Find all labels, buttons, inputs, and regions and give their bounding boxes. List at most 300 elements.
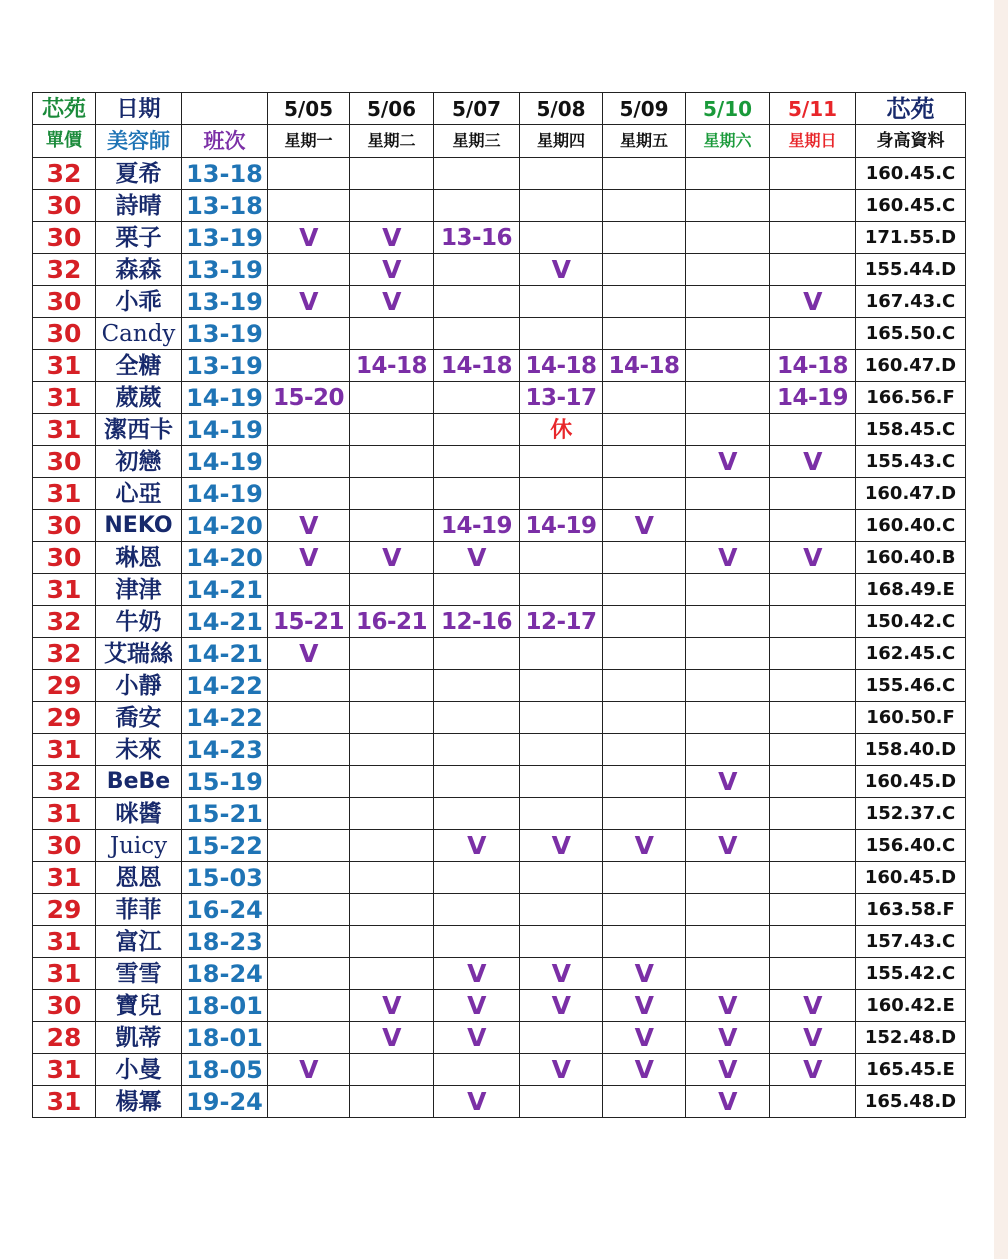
day-cell [520,542,603,574]
weekday-header: 星期五 [603,125,686,158]
day-cell: 15-21 [268,606,350,638]
unit-price: 29 [33,894,96,926]
height-data: 155.46.C [856,670,966,702]
beautician-name: 小靜 [96,670,182,702]
unit-price: 31 [33,798,96,830]
date-label: 日期 [96,93,182,125]
day-cell [686,190,770,222]
day-cell [268,574,350,606]
shift-label: 班次 [182,125,268,158]
day-cell [268,894,350,926]
table-row [33,446,966,478]
day-cell: V [268,638,350,670]
beautician-name: 葳葳 [96,382,182,414]
day-cell [686,254,770,286]
day-cell [686,414,770,446]
day-cell: 13-16 [434,222,520,254]
day-cell: V [268,542,350,574]
unit-price: 32 [33,254,96,286]
shift-time: 14-19 [182,446,268,478]
day-cell: V [434,542,520,574]
day-cell [520,478,603,510]
day-cell [520,894,603,926]
day-cell [520,1086,603,1118]
shift-time: 13-18 [182,158,268,190]
beautician-name: 牛奶 [96,606,182,638]
beautician-name: 初戀 [96,446,182,478]
day-cell [268,766,350,798]
unit-price: 30 [33,990,96,1022]
day-cell [350,414,434,446]
day-cell: V [770,1022,856,1054]
shift-time: 13-19 [182,254,268,286]
unit-price-label: 單價 [33,125,96,158]
header-blank [182,93,268,125]
day-cell [268,734,350,766]
day-cell [268,958,350,990]
beautician-label: 美容師 [96,125,182,158]
day-cell [434,798,520,830]
day-cell [603,222,686,254]
day-cell [520,574,603,606]
day-cell [434,574,520,606]
day-cell: V [686,1022,770,1054]
day-cell [268,670,350,702]
beautician-name: 森森 [96,254,182,286]
day-cell [520,926,603,958]
day-cell [770,958,856,990]
table-row [33,606,966,638]
day-cell: V [350,254,434,286]
unit-price: 30 [33,318,96,350]
day-cell [434,894,520,926]
day-cell [770,222,856,254]
date-header: 5/05 [268,93,350,125]
shift-time: 18-24 [182,958,268,990]
shift-time: 14-22 [182,702,268,734]
table-row [33,1022,966,1054]
table-row [33,254,966,286]
day-cell [770,670,856,702]
day-cell: V [603,958,686,990]
day-cell [268,158,350,190]
day-cell [603,478,686,510]
shift-time: 15-21 [182,798,268,830]
day-cell: V [686,766,770,798]
day-cell [603,926,686,958]
day-cell [350,478,434,510]
table-row [33,958,966,990]
day-cell [350,926,434,958]
beautician-name: 夏希 [96,158,182,190]
shift-time: 14-19 [182,414,268,446]
height-data: 165.50.C [856,318,966,350]
day-cell [268,1022,350,1054]
unit-price: 32 [33,638,96,670]
table-row [33,894,966,926]
table-row [33,414,966,446]
day-cell: V [434,990,520,1022]
day-cell [350,766,434,798]
shift-time: 14-20 [182,542,268,574]
table-row [33,318,966,350]
day-cell [520,766,603,798]
unit-price: 29 [33,670,96,702]
day-cell [434,702,520,734]
date-header: 5/09 [603,93,686,125]
height-data: 152.48.D [856,1022,966,1054]
unit-price: 30 [33,510,96,542]
day-cell [350,862,434,894]
unit-price: 30 [33,190,96,222]
table-row [33,830,966,862]
day-cell [268,798,350,830]
unit-price: 30 [33,286,96,318]
day-cell [350,702,434,734]
table-row [33,478,966,510]
beautician-name: 喬安 [96,702,182,734]
schedule-table [32,92,966,1118]
shift-time: 13-19 [182,318,268,350]
day-cell [770,510,856,542]
unit-price: 30 [33,542,96,574]
day-cell: V [686,542,770,574]
day-cell [268,862,350,894]
day-cell [434,766,520,798]
day-cell [770,894,856,926]
height-data: 160.40.C [856,510,966,542]
day-cell: 12-17 [520,606,603,638]
day-cell [770,862,856,894]
shift-time: 14-21 [182,574,268,606]
table-row [33,158,966,190]
day-cell [603,1086,686,1118]
beautician-name: 咪醬 [96,798,182,830]
day-cell [520,702,603,734]
day-cell [520,318,603,350]
day-cell [520,862,603,894]
header-row-dates [33,93,966,125]
day-cell [434,734,520,766]
day-cell [770,638,856,670]
beautician-name: BeBe [96,766,182,798]
day-cell [770,318,856,350]
day-cell [770,702,856,734]
day-cell [686,478,770,510]
day-cell [686,574,770,606]
day-cell [350,894,434,926]
day-cell [603,734,686,766]
day-cell: V [268,1054,350,1086]
day-cell [520,190,603,222]
day-cell [686,702,770,734]
beautician-name: 潔西卡 [96,414,182,446]
day-cell [603,862,686,894]
shift-time: 14-20 [182,510,268,542]
height-data: 158.40.D [856,734,966,766]
day-cell [520,286,603,318]
unit-price: 32 [33,606,96,638]
day-cell [434,1054,520,1086]
weekday-header: 星期四 [520,125,603,158]
day-cell [268,446,350,478]
day-cell [603,670,686,702]
beautician-name: 楊冪 [96,1086,182,1118]
date-header-sunday: 5/11 [770,93,856,125]
day-cell [350,1054,434,1086]
day-cell [350,158,434,190]
beautician-name: 津津 [96,574,182,606]
weekday-header-sunday: 星期日 [770,125,856,158]
day-cell: V [434,1022,520,1054]
day-cell: V [520,990,603,1022]
day-cell [350,1086,434,1118]
day-cell [350,958,434,990]
table-row [33,542,966,574]
height-data: 156.40.C [856,830,966,862]
date-header: 5/06 [350,93,434,125]
day-cell [603,446,686,478]
shift-time: 14-21 [182,638,268,670]
day-cell [268,190,350,222]
unit-price: 31 [33,1054,96,1086]
height-data: 160.45.C [856,190,966,222]
height-data: 167.43.C [856,286,966,318]
day-cell [603,414,686,446]
day-cell [686,158,770,190]
day-cell: V [520,254,603,286]
day-cell [434,862,520,894]
table-row [33,862,966,894]
beautician-name: Juicy [96,830,182,862]
beautician-name: 艾瑞絲 [96,638,182,670]
day-cell [603,542,686,574]
day-cell: V [686,446,770,478]
day-cell [520,670,603,702]
shift-time: 14-21 [182,606,268,638]
day-cell: V [350,990,434,1022]
brand-right: 芯苑 [856,93,966,125]
day-cell: 14-18 [770,350,856,382]
shift-time: 18-23 [182,926,268,958]
day-cell: V [520,830,603,862]
shift-time: 16-24 [182,894,268,926]
day-cell: V [268,510,350,542]
day-cell: V [603,510,686,542]
table-row [33,1054,966,1086]
beautician-name: 詩晴 [96,190,182,222]
shift-time: 14-19 [182,382,268,414]
shift-time: 18-05 [182,1054,268,1086]
day-cell: 14-18 [520,350,603,382]
day-cell [686,958,770,990]
unit-price: 32 [33,158,96,190]
table-row [33,990,966,1022]
day-cell [770,414,856,446]
beautician-name: 小乖 [96,286,182,318]
beautician-name: 小曼 [96,1054,182,1086]
unit-price: 31 [33,382,96,414]
day-cell: V [350,286,434,318]
day-cell [268,414,350,446]
table-row [33,382,966,414]
shift-time: 14-23 [182,734,268,766]
height-data: 160.47.D [856,350,966,382]
day-cell: V [770,1054,856,1086]
unit-price: 31 [33,926,96,958]
day-cell [268,926,350,958]
day-cell [686,734,770,766]
height-data: 158.45.C [856,414,966,446]
beautician-name: 雪雪 [96,958,182,990]
unit-price: 28 [33,1022,96,1054]
height-data: 166.56.F [856,382,966,414]
weekday-header-saturday: 星期六 [686,125,770,158]
day-cell: V [770,286,856,318]
day-cell [350,798,434,830]
beautician-name: 恩恩 [96,862,182,894]
table-row [33,190,966,222]
day-cell [686,350,770,382]
day-cell [686,286,770,318]
header-row-labels [33,125,966,158]
day-cell: 14-19 [520,510,603,542]
day-cell [434,638,520,670]
day-cell: V [603,990,686,1022]
height-data: 163.58.F [856,894,966,926]
day-cell [350,382,434,414]
day-cell: V [603,1022,686,1054]
shift-time: 15-22 [182,830,268,862]
day-cell [603,254,686,286]
unit-price: 31 [33,734,96,766]
day-cell [686,862,770,894]
table-row [33,638,966,670]
table-row [33,734,966,766]
day-cell [770,734,856,766]
day-cell: V [268,222,350,254]
day-cell: V [434,958,520,990]
day-cell: V [770,446,856,478]
unit-price: 29 [33,702,96,734]
day-cell [268,350,350,382]
day-cell [434,670,520,702]
day-cell: 14-18 [434,350,520,382]
day-cell [268,1086,350,1118]
height-data: 155.43.C [856,446,966,478]
day-cell [268,830,350,862]
day-cell [520,638,603,670]
day-cell [520,222,603,254]
shift-time: 13-19 [182,222,268,254]
day-cell: 12-16 [434,606,520,638]
day-cell [603,798,686,830]
day-cell [520,798,603,830]
day-cell [686,382,770,414]
shift-time: 18-01 [182,990,268,1022]
day-cell: V [350,1022,434,1054]
day-cell [770,190,856,222]
day-cell: V [603,1054,686,1086]
unit-price: 30 [33,222,96,254]
height-data: 160.40.B [856,542,966,574]
weekday-header: 星期二 [350,125,434,158]
day-cell [434,478,520,510]
unit-price: 31 [33,862,96,894]
day-cell: 16-21 [350,606,434,638]
height-data: 160.45.D [856,766,966,798]
day-cell: V [350,542,434,574]
unit-price: 31 [33,1086,96,1118]
day-cell: V [686,1086,770,1118]
day-cell: V [268,286,350,318]
date-header: 5/07 [434,93,520,125]
beautician-name: NEKO [96,510,182,542]
day-cell [686,894,770,926]
day-cell [770,766,856,798]
height-data: 155.44.D [856,254,966,286]
day-cell [770,254,856,286]
beautician-name: 未來 [96,734,182,766]
table-row [33,926,966,958]
day-cell [268,990,350,1022]
brand-left: 芯苑 [33,93,96,125]
side-strip [994,0,1008,1259]
day-cell: 14-19 [434,510,520,542]
day-cell: 休 [520,414,603,446]
day-cell [434,382,520,414]
day-cell [434,254,520,286]
table-row [33,350,966,382]
table-row [33,510,966,542]
day-cell [350,574,434,606]
day-cell [770,478,856,510]
height-data: 160.50.F [856,702,966,734]
table-row [33,798,966,830]
unit-price: 31 [33,350,96,382]
day-cell: 14-18 [603,350,686,382]
day-cell [350,190,434,222]
unit-price: 31 [33,478,96,510]
day-cell [434,158,520,190]
shift-time: 14-22 [182,670,268,702]
weekday-header: 星期一 [268,125,350,158]
beautician-name: 菲菲 [96,894,182,926]
day-cell [603,318,686,350]
table-row [33,766,966,798]
day-cell [434,926,520,958]
day-cell: 15-20 [268,382,350,414]
day-cell [770,606,856,638]
height-data: 160.42.E [856,990,966,1022]
day-cell [603,894,686,926]
height-data: 160.47.D [856,478,966,510]
shift-time: 15-19 [182,766,268,798]
height-data: 160.45.C [856,158,966,190]
day-cell [770,574,856,606]
day-cell [603,702,686,734]
day-cell [770,926,856,958]
shift-time: 13-19 [182,286,268,318]
day-cell [686,222,770,254]
day-cell [434,190,520,222]
day-cell [603,158,686,190]
day-cell: 13-17 [520,382,603,414]
height-data: 152.37.C [856,798,966,830]
day-cell [268,318,350,350]
beautician-name: 凱蒂 [96,1022,182,1054]
table-row [33,670,966,702]
